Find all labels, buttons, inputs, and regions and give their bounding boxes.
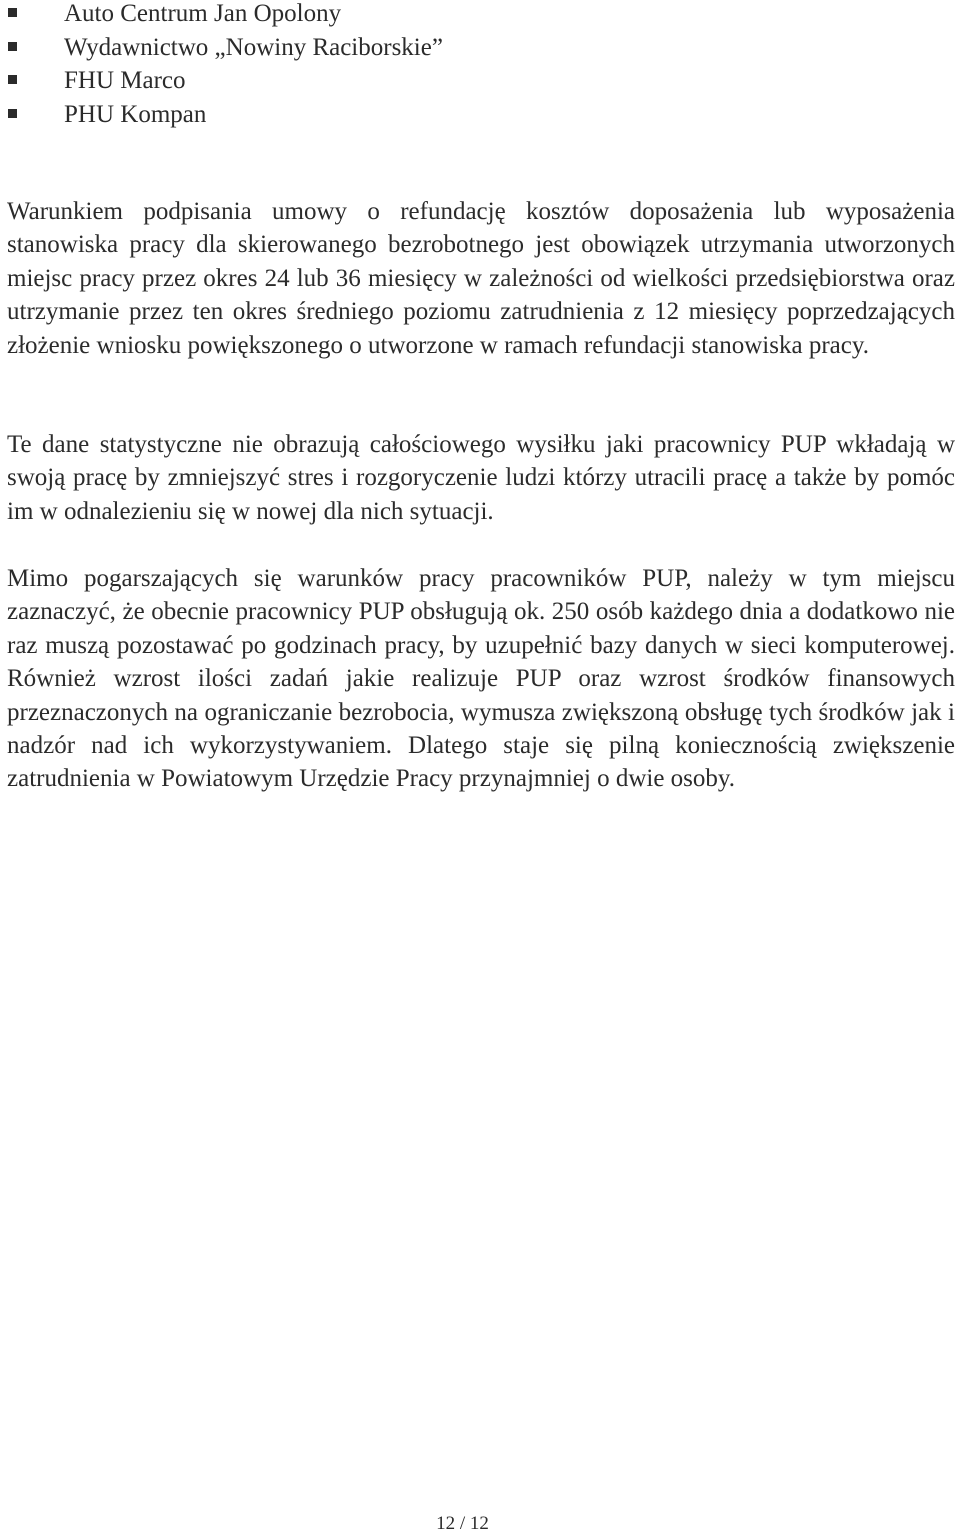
list-item-text: Auto Centrum Jan Opolony bbox=[64, 0, 342, 27]
list-item-text: FHU Marco bbox=[64, 67, 186, 94]
page-number: 12 / 12 bbox=[436, 1513, 489, 1534]
square-bullet-icon bbox=[8, 42, 17, 51]
square-bullet-icon bbox=[8, 75, 17, 84]
company-bullet-list bbox=[6, 0, 443, 131]
page-footer bbox=[0, 1512, 960, 1536]
list-item bbox=[6, 98, 443, 132]
paragraph-statistics-note: Te dane statystyczne nie obrazują całościowego wysiłku jaki pracownicy PUP wkładają w swoją pracę by zmniejszyć stres i rozgoryczenie ludzi którzy utracili pracę a także by pomóc im w odnalezieniu się w nowej dla nich sytuacji. bbox=[7, 431, 955, 525]
list-item bbox=[6, 64, 443, 98]
square-bullet-icon bbox=[8, 109, 17, 118]
square-bullet-icon bbox=[8, 8, 17, 17]
list-item bbox=[6, 31, 443, 65]
paragraph-refund-conditions: Warunkiem podpisania umowy o refundację kosztów doposażenia lub wyposażenia stanowiska pracy dla skierowanego bezrobotnego jest obowiązek utrzymania utworzonych miejsc pracy przez okres 24 lub 36 miesięcy w zależności od wielkości przedsiębiorstwa oraz utrzymanie przez ten okres średniego poziomu zatrudnienia z 12 miesięcy poprzedzających złożenie wniosku powiększonego o utworzone w ramach refundacji stanowiska pracy. bbox=[7, 198, 955, 359]
paragraph-staffing-request: Mimo pogarszających się warunków pracy pracowników PUP, należy w tym miejscu zaznaczyć, że obecnie pracownicy PUP obsługują ok. 250 osób każdego dnia a dodatkowo nie raz muszą pozostawać po godzinach pracy, by uzupełnić bazy danych w sieci komputerowej. Również wzrost ilości zadań jakie realizuje PUP oraz wzrost środków finansowych przeznaczonych na ograniczanie bezrobocia, wymusza zwiększoną obsługę tych środków jak i nadzór nad ich wykorzystywaniem. Dlatego staje się pilną koniecznością zwiększenie zatrudnienia w Powiatowym Urzędzie Pracy przynajmniej o dwie osoby. bbox=[7, 565, 955, 793]
list-item bbox=[6, 0, 443, 31]
list-item-text: PHU Kompan bbox=[64, 100, 207, 128]
list-item-text: Wydawnictwo „Nowiny Raciborskie” bbox=[64, 33, 443, 61]
